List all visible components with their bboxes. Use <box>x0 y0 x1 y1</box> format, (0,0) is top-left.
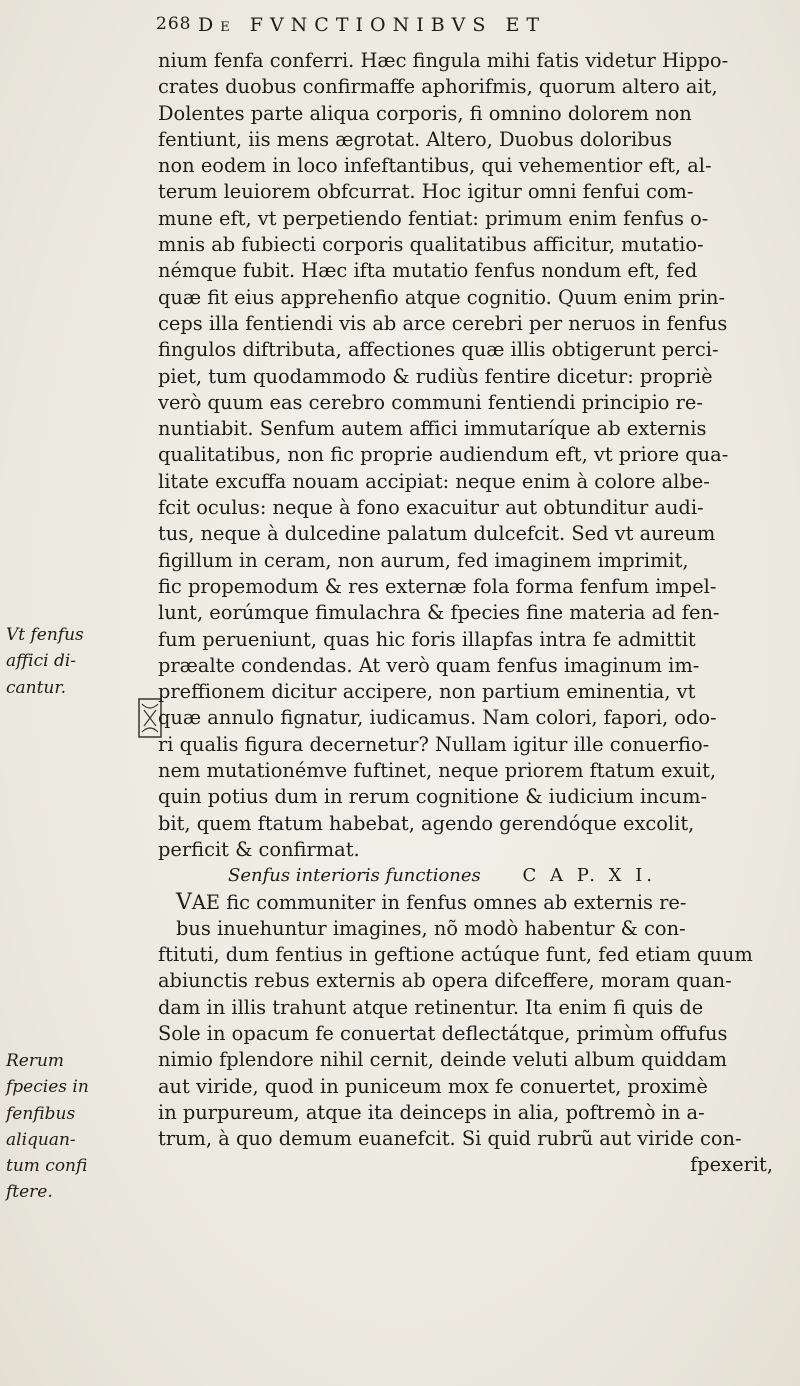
text-line: verò quum eas cerebro communi fentiendi principio re- <box>158 390 703 414</box>
text-line: figillum in ceram, non aurum, fed imaginem imprimit, <box>158 548 689 572</box>
running-title: De FVNCTIONIBVS ET <box>198 14 546 36</box>
text-line: nimio fplendore nihil cernit, deinde veluti album quiddam <box>158 1048 728 1072</box>
margin-note-affici <box>6 622 146 701</box>
text-line: fentiunt, iis mens ægrotat. Altero, Duobus doloribus <box>158 127 673 151</box>
text-line: ri qualis figura decernetur? Nullam igitur ille conuerfio- <box>158 732 710 756</box>
margin-note-line: affici di- <box>6 651 77 672</box>
text-line: Sole in opacum fe conuertat deflectátque, primùm offufus <box>158 1021 728 1045</box>
text-line: bus inuehuntur imagines, nõ modò habentur & con- <box>176 916 686 940</box>
text-line: nium fenfa conferri. Hæc fingula mihi fatis videtur Hippo- <box>158 49 729 72</box>
text-line: trum, à quo demum euanefcit. Si quid rubrũ aut viride con- <box>158 1127 742 1151</box>
text-line: preffionem dicitur accipere, non partium eminentia, vt <box>158 680 696 704</box>
text-line: abiunctis rebus externis ab opera difceffere, moram quan- <box>158 969 732 993</box>
margin-note-line: aliquan- <box>6 1129 76 1150</box>
text-line: fcit oculus: neque à fono exacuitur aut obtunditur audi- <box>158 496 704 520</box>
text-line: terum leuiorem obfcurrat. Hoc igitur omni fenfui com- <box>158 180 694 204</box>
margin-note-rerum <box>6 1048 146 1206</box>
text-line: qualitatibus, non fic proprie audiendum eft, vt priore qua- <box>158 443 729 467</box>
margin-note-line: tum confi <box>6 1156 88 1177</box>
margin-note-line: Vt fenfus <box>6 625 84 645</box>
text-line: aut viride, quod in puniceum mox fe conuertet, proximè <box>158 1074 708 1098</box>
text-line: fum perueniunt, quas hic foris illapfas intra fe admittit <box>158 627 696 651</box>
text-line: in purpureum, atque ita deinceps in alia, poftremò in a- <box>158 1100 705 1124</box>
text-line: némque fubit. Hæc ifta mutatio fenfus nondum eft, fed <box>158 259 698 283</box>
text-line: dam in illis trahunt atque retinentur. Ita enim fi quis de <box>158 995 704 1019</box>
text-line: fic propemodum & res externæ fola forma fenfum impel- <box>158 574 717 598</box>
text-line: quæ annulo fignatur, iudicamus. Nam colori, fapori, odo- <box>158 706 717 730</box>
text-line: Dolentes parte aliqua corporis, fi omnino dolorem non <box>158 101 692 125</box>
text-line: mune eft, vt perpetiendo fentiat: primum enim fenfus o- <box>158 206 709 230</box>
text-line: fingulos diftributa, affectiones quæ illis obtigerunt perci- <box>158 338 719 362</box>
text-line: bit, quem ftatum habebat, agendo gerendóque excolit, <box>158 811 695 835</box>
text-line: præalte condendas. At verò quam fenfus imaginum im- <box>158 653 700 677</box>
text-body <box>158 48 783 1179</box>
text-line: perficit & confirmat. <box>158 837 360 861</box>
margin-note-line: cantur. <box>6 677 67 698</box>
text-line: non eodem in loco infeftantibus, qui vehementior eft, al- <box>158 154 712 178</box>
text-line: nuntiabit. Senfum autem affici immutaríque ab externis <box>158 417 707 441</box>
text-line: mnis ab fubiecti corporis qualitatibus afficitur, mutatio- <box>158 233 704 257</box>
text-line: lunt, eorúmque fimulachra & fpecies fine materia ad fen- <box>158 601 720 625</box>
text-line: ceps illa fentiendi vis ab arce cerebri per neruos in fenfus <box>158 311 728 335</box>
text-line: litate excuffa nouam accipiat: neque enim à colore albe- <box>158 469 710 493</box>
drop-cap: V <box>176 889 192 915</box>
text-line: quin potius dum in rerum cognitione & iudicium incum- <box>158 785 708 809</box>
margin-note-line: Rerum <box>6 1051 65 1071</box>
margin-note-line: fpecies in <box>6 1077 89 1098</box>
margin-note-line: ftere. <box>6 1182 53 1203</box>
text-line: ftituti, dum fentius in geftione actúque funt, fed etiam quum <box>158 943 753 967</box>
text-line: tus, neque à dulcedine palatum dulcefcit. Sed vt aureum <box>158 522 716 546</box>
page-number: 268 <box>156 14 192 34</box>
text-line <box>158 890 783 916</box>
chapter-title: Senfus interioris functiones <box>228 865 481 887</box>
chapter-number: C A P. X I. <box>522 865 657 887</box>
text-line: quæ fit eius apprehenfio atque cognitio. Quum enim prin- <box>158 285 726 309</box>
text-line: nem mutationémve fuftinet, neque priorem ftatum exuit, <box>158 759 717 783</box>
running-header <box>150 14 790 46</box>
text-line: piet, tum quodammodo & rudiùs fentire dicetur: propriè <box>158 364 713 388</box>
chapter-heading-line <box>158 863 783 889</box>
catchword: fpexerit, <box>690 1153 773 1177</box>
text-line-rest: AE fic communiter in fenfus omnes ab externis re- <box>191 890 687 914</box>
text-line: crates duobus confirmaffe aphorifmis, quorum altero ait, <box>158 75 718 99</box>
margin-note-line: fenfibus <box>6 1103 76 1124</box>
